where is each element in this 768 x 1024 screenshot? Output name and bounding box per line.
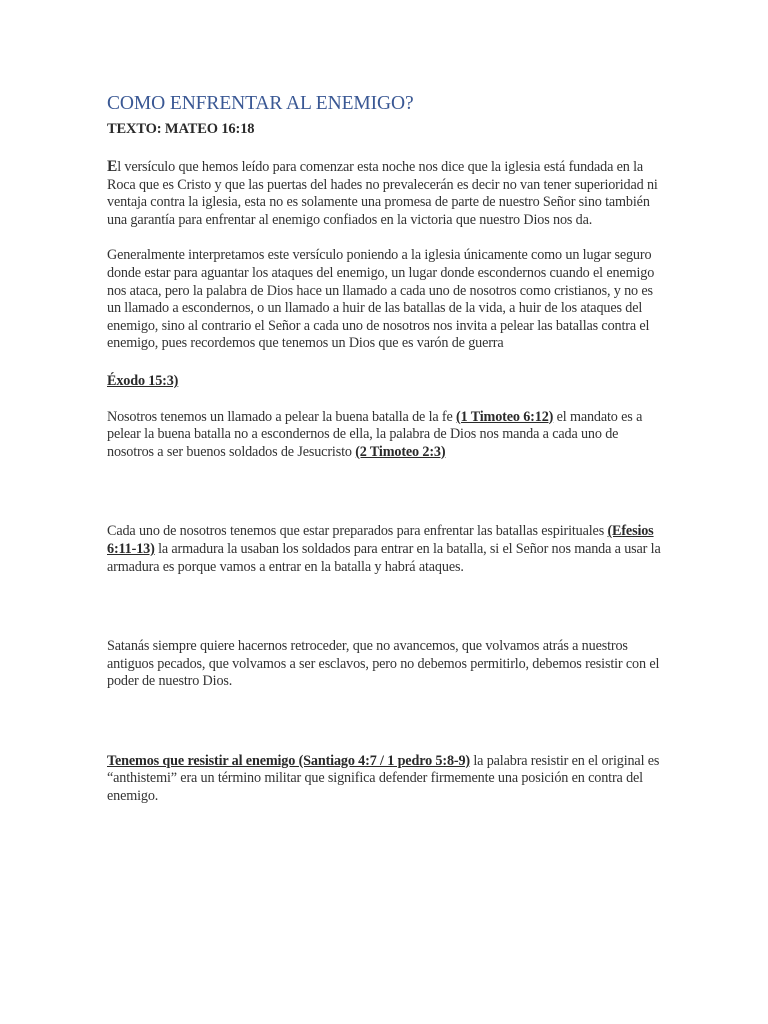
paragraph-7: [107, 753, 667, 806]
paragraph-1: [107, 158, 667, 229]
paragraph-3: [107, 373, 667, 391]
document-title: COMO ENFRENTAR AL ENEMIGO?: [107, 93, 414, 114]
paragraph-7-text: la palabra resistir en el original es “anthistemi” era un término militar que significa defender firmemente una posición en contra del enemigo.: [107, 752, 660, 805]
paragraph-2: [107, 247, 667, 353]
paragraph-5-text-b: la armadura la usaban los soldados para entrar en la batalla, si el Señor nos manda a usar la armadura es porque vamos a entrar en la batalla y habrá ataques.: [107, 540, 661, 575]
paragraph-4-text-a: Nosotros tenemos un llamado a pelear la buena batalla de la fe: [107, 408, 457, 425]
scripture-reference-efesios: (Efesios 6:11-13): [107, 523, 654, 557]
paragraph-4: [107, 409, 667, 462]
document-content: [107, 92, 667, 806]
document-subtitle: TEXTO: MATEO 16:18: [107, 121, 255, 137]
paragraph-6-text: Satanás siempre quiere hacernos retroceder, que no avancemos, que volvamos atrás a nuestros antiguos pecados, que volvamos a ser esclavos, pero no debemos permitirlo, debemos resistir con el poder de nuestro Dios.: [107, 638, 660, 690]
scripture-reference-santiago-pedro: Tenemos que resistir al enemigo (Santiago 4:7 / 1 pedro 5:8-9): [107, 752, 470, 769]
scripture-reference-exodo: Éxodo 15:3): [107, 372, 179, 389]
paragraph-1-dropcap: E: [107, 158, 118, 175]
paragraph-2-text: Generalmente interpretamos este versículo poniendo a la iglesia únicamente como un lugar seguro donde estar para aguantar los ataques del enemigo, un lugar donde escondernos cuando el enemigo nos ataca, pero la palabra de Dios hace un llamado a cada uno de nosotros como cristianos, y no es un llamado a escondernos, o un llamado a huir de las batallas de la vida, a huir de los ataques del enemigo, sino al contrario el Señor a cada uno de nosotros nos invita a pelear las batallas contra el enemigo, pues recordemos que tenemos un Dios que es varón de guerra: [107, 247, 655, 352]
paragraph-6: [107, 638, 667, 691]
scripture-reference-2-timoteo: (2 Timoteo 2:3): [355, 443, 446, 460]
paragraph-1-text: l versículo que hemos leído para comenzar esta noche nos dice que la iglesia está fundada en la Roca que es Cristo y que las puertas del hades no prevalecerán es decir no van tener superioridad ni ventaja contra la iglesia, esta no es solamente una promesa de parte de nuestro Señor sino también una garantía para enfrentar al enemigo confiados en la victoria que nuestro Dios nos da.: [107, 159, 658, 228]
paragraph-5-text-a: Cada uno de nosotros tenemos que estar preparados para enfrentar las batallas espirituales: [107, 523, 608, 540]
paragraph-5: [107, 523, 667, 576]
scripture-reference-1-timoteo: (1 Timoteo 6:12): [456, 408, 554, 425]
paragraph-4-text-b: el mandato es a pelear la buena batalla no a escondernos de ella, la palabra de Dios nos manda a cada uno de nosotros a ser buenos soldados de Jesucristo: [107, 408, 643, 460]
